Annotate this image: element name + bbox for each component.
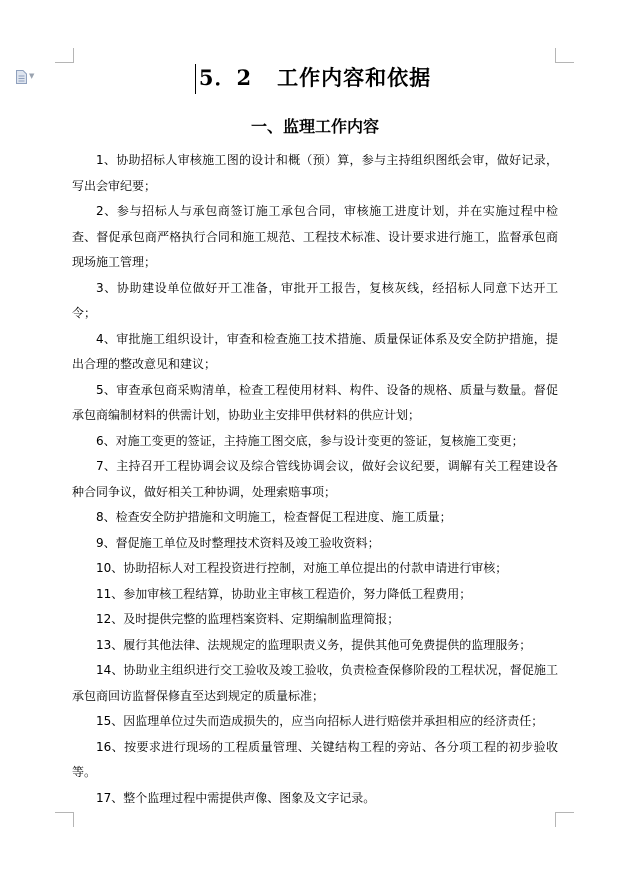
list-item: 3、协助建设单位做好开工准备，审批开工报告，复核灰线，经招标人同意下达开工令； (72, 280, 558, 320)
list-item: 5、审查承包商采购清单，检查工程使用材料、构件、设备的规格、质量与数量。督促承包商编制材料的供需计划，协助业主安排甲供材料的供应计划； (72, 382, 558, 422)
list-item: 14、协助业主组织进行交工验收及竣工验收，负责检查保修阶段的工程状况，督促施工承包商回访监督保修直至达到规定的质量标准； (72, 663, 558, 703)
list-item: 16、按要求进行现场的工程质量管理、关键结构工程的旁站、各分项工程的初步验收等。 (72, 739, 558, 779)
list-item: 7、主持召开工程协调会议及综合管线协调会议，做好会议纪要，调解有关工程建设各种合同争议，做好相关工种协调，处理索赔事项； (72, 459, 558, 499)
crop-mark-bottom-left (55, 812, 74, 827)
list-item: 9、督促施工单位及时整理技术资料及竣工验收资料； (96, 535, 380, 550)
list-item: 8、检查安全防护措施和文明施工，检查督促工程进度、施工质量； (96, 510, 452, 524)
list-item: 11、参加审核工程结算，协助业主审核工程造价，努力降低工程费用； (96, 586, 472, 601)
list-item: 6、对施工变更的签证，主持施工图交底，参与设计变更的签证，复核施工变更； (96, 433, 524, 448)
list-item: 17、整个监理过程中需提供声像、图象及文字记录。 (96, 790, 376, 805)
crop-mark-top-right (555, 48, 574, 63)
chevron-down-icon: ▼ (29, 71, 35, 80)
list-item: 4、审批施工组织设计，审查和检查施工技术措施、质量保证体系及安全防护措施，提出合理的整改意见和建议； (72, 331, 558, 371)
page-title[interactable]: 5．2 工作内容和依据 (198, 65, 432, 90)
document-body[interactable] (72, 148, 558, 811)
crop-mark-top-left (55, 48, 74, 63)
list-item: 2、参与招标人与承包商签订施工承包合同，审核施工进度计划，并在实施过程中检查、督促承包商严格执行合同和施工规范、工程技术标准、设计要求进行施工，监督承包商现场施工管理； (72, 204, 558, 269)
list-item: 12、及时提供完整的监理档案资料、定期编制监理简报； (96, 612, 400, 626)
section-subtitle[interactable]: 一、监理工作内容 (250, 117, 379, 136)
list-item: 1、协助招标人审核施工图的设计和概（预）算，参与主持组织图纸会审，做好记录，写出会审纪要； (72, 153, 558, 193)
list-item: 13、履行其他法律、法规规定的监理职责义务，提供其他可免费提供的监理服务； (96, 637, 532, 652)
list-item: 15、因监理单位过失而造成损失的，应当向招标人进行赔偿并承担相应的经济责任； (96, 714, 544, 728)
crop-mark-bottom-right (555, 812, 574, 827)
list-item: 10、协助招标人对工程投资进行控制，对施工单位提出的付款申请进行审核； (96, 561, 508, 575)
